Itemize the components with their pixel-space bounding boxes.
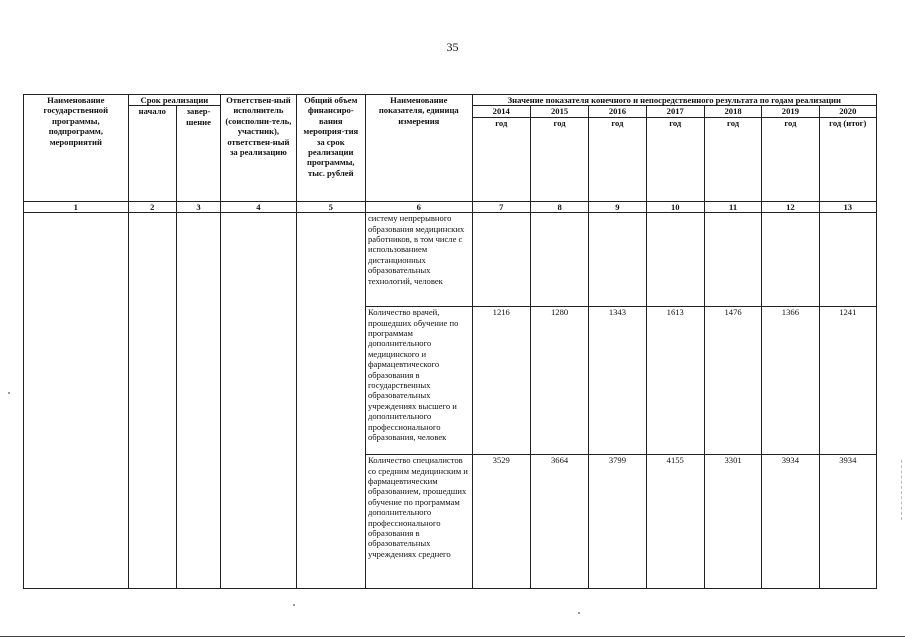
- header-executor: Ответствен-ный исполнитель (соисполни-тель, участник), ответствен-ный за реализацию: [221, 95, 296, 202]
- header-year-unit: год: [530, 117, 588, 201]
- cell-value: 4155: [646, 455, 704, 589]
- cell-value: [819, 213, 876, 307]
- header-year: 2014: [472, 106, 530, 117]
- cell-start: [128, 213, 176, 589]
- header-end: завер-шение: [176, 106, 220, 201]
- cell-indicator: систему непрерывного образования медицинских работников, в том числе с использованием дистанционных образовательных технологий, человек: [365, 213, 472, 307]
- header-values-group: Значение показателя конечного и непосредственного результата по годам реализации: [472, 95, 876, 106]
- cell-value: [589, 213, 646, 307]
- page-bottom-edge: [0, 636, 905, 637]
- header-year: 2015: [530, 106, 588, 117]
- scan-speck: [8, 392, 10, 394]
- cell-indicator: Количество специалистов со средним медицинским и фармацевтическим образованием, прошедших обучение по программам дополнительного профессионального образования в образовательных учреждениях среднего: [365, 455, 472, 589]
- header-year-unit: год: [704, 117, 761, 201]
- column-number: 7: [472, 201, 530, 212]
- column-number: 6: [365, 201, 472, 212]
- scan-speck: [293, 604, 295, 606]
- header-year: 2017: [646, 106, 704, 117]
- header-financing: Общий объем финансиро-вания мероприя-тия за срок реализации программы, тыс. рублей: [296, 95, 365, 202]
- table-row: [24, 213, 877, 307]
- cell-value: 1613: [646, 307, 704, 455]
- header-year: 2020: [819, 106, 876, 117]
- cell-value: 1280: [530, 307, 588, 455]
- column-number: 1: [24, 201, 129, 212]
- cell-value: 3664: [530, 455, 588, 589]
- cell-value: 3934: [819, 455, 876, 589]
- column-number: 13: [819, 201, 876, 212]
- page-number: 35: [446, 40, 459, 54]
- column-number: 5: [296, 201, 365, 212]
- cell-end: [176, 213, 220, 589]
- cell-value: 3799: [589, 455, 646, 589]
- header-year-unit: год (итог): [819, 117, 876, 201]
- column-number: 9: [589, 201, 646, 212]
- cell-value: 3934: [762, 455, 819, 589]
- cell-indicator: Количество врачей, прошедших обучение по программам дополнительного медицинского и фармацевтического образования в государственных образовательных учреждениях высшего и дополнительного профессионального образования, человек: [365, 307, 472, 455]
- column-number: 11: [704, 201, 761, 212]
- column-number: 10: [646, 201, 704, 212]
- cell-value: 3301: [704, 455, 761, 589]
- header-program-name: Наименование государственной программы, подпрограмм, мероприятий: [24, 95, 129, 202]
- scan-edge-mark: [901, 460, 903, 520]
- column-number-row: [24, 201, 877, 212]
- column-number: 12: [762, 201, 819, 212]
- cell-value: [472, 213, 530, 307]
- cell-financing: [296, 213, 365, 589]
- cell-value: [530, 213, 588, 307]
- cell-program-name: [24, 213, 129, 589]
- cell-executor: [221, 213, 296, 589]
- column-number: 2: [128, 201, 176, 212]
- scan-speck: [578, 612, 580, 614]
- header-start: начало: [128, 106, 176, 201]
- header-year-unit: год: [472, 117, 530, 201]
- cell-value: 1343: [589, 307, 646, 455]
- header-year-unit: год: [646, 117, 704, 201]
- cell-value: 1216: [472, 307, 530, 455]
- header-period-group: Срок реализации: [128, 95, 221, 106]
- cell-value: 1476: [704, 307, 761, 455]
- header-year-unit: год: [589, 117, 646, 201]
- header-year-unit: год: [762, 117, 819, 201]
- cell-value: 1366: [762, 307, 819, 455]
- header-year: 2018: [704, 106, 761, 117]
- header-year: 2019: [762, 106, 819, 117]
- column-number: 3: [176, 201, 220, 212]
- results-table: [23, 94, 877, 589]
- cell-value: [704, 213, 761, 307]
- cell-value: 1241: [819, 307, 876, 455]
- column-number: 8: [530, 201, 588, 212]
- header-indicator-name: Наименование показателя, единица измерения: [365, 95, 472, 202]
- header-year: 2016: [589, 106, 646, 117]
- cell-value: 3529: [472, 455, 530, 589]
- cell-value: [646, 213, 704, 307]
- column-number: 4: [221, 201, 296, 212]
- cell-value: [762, 213, 819, 307]
